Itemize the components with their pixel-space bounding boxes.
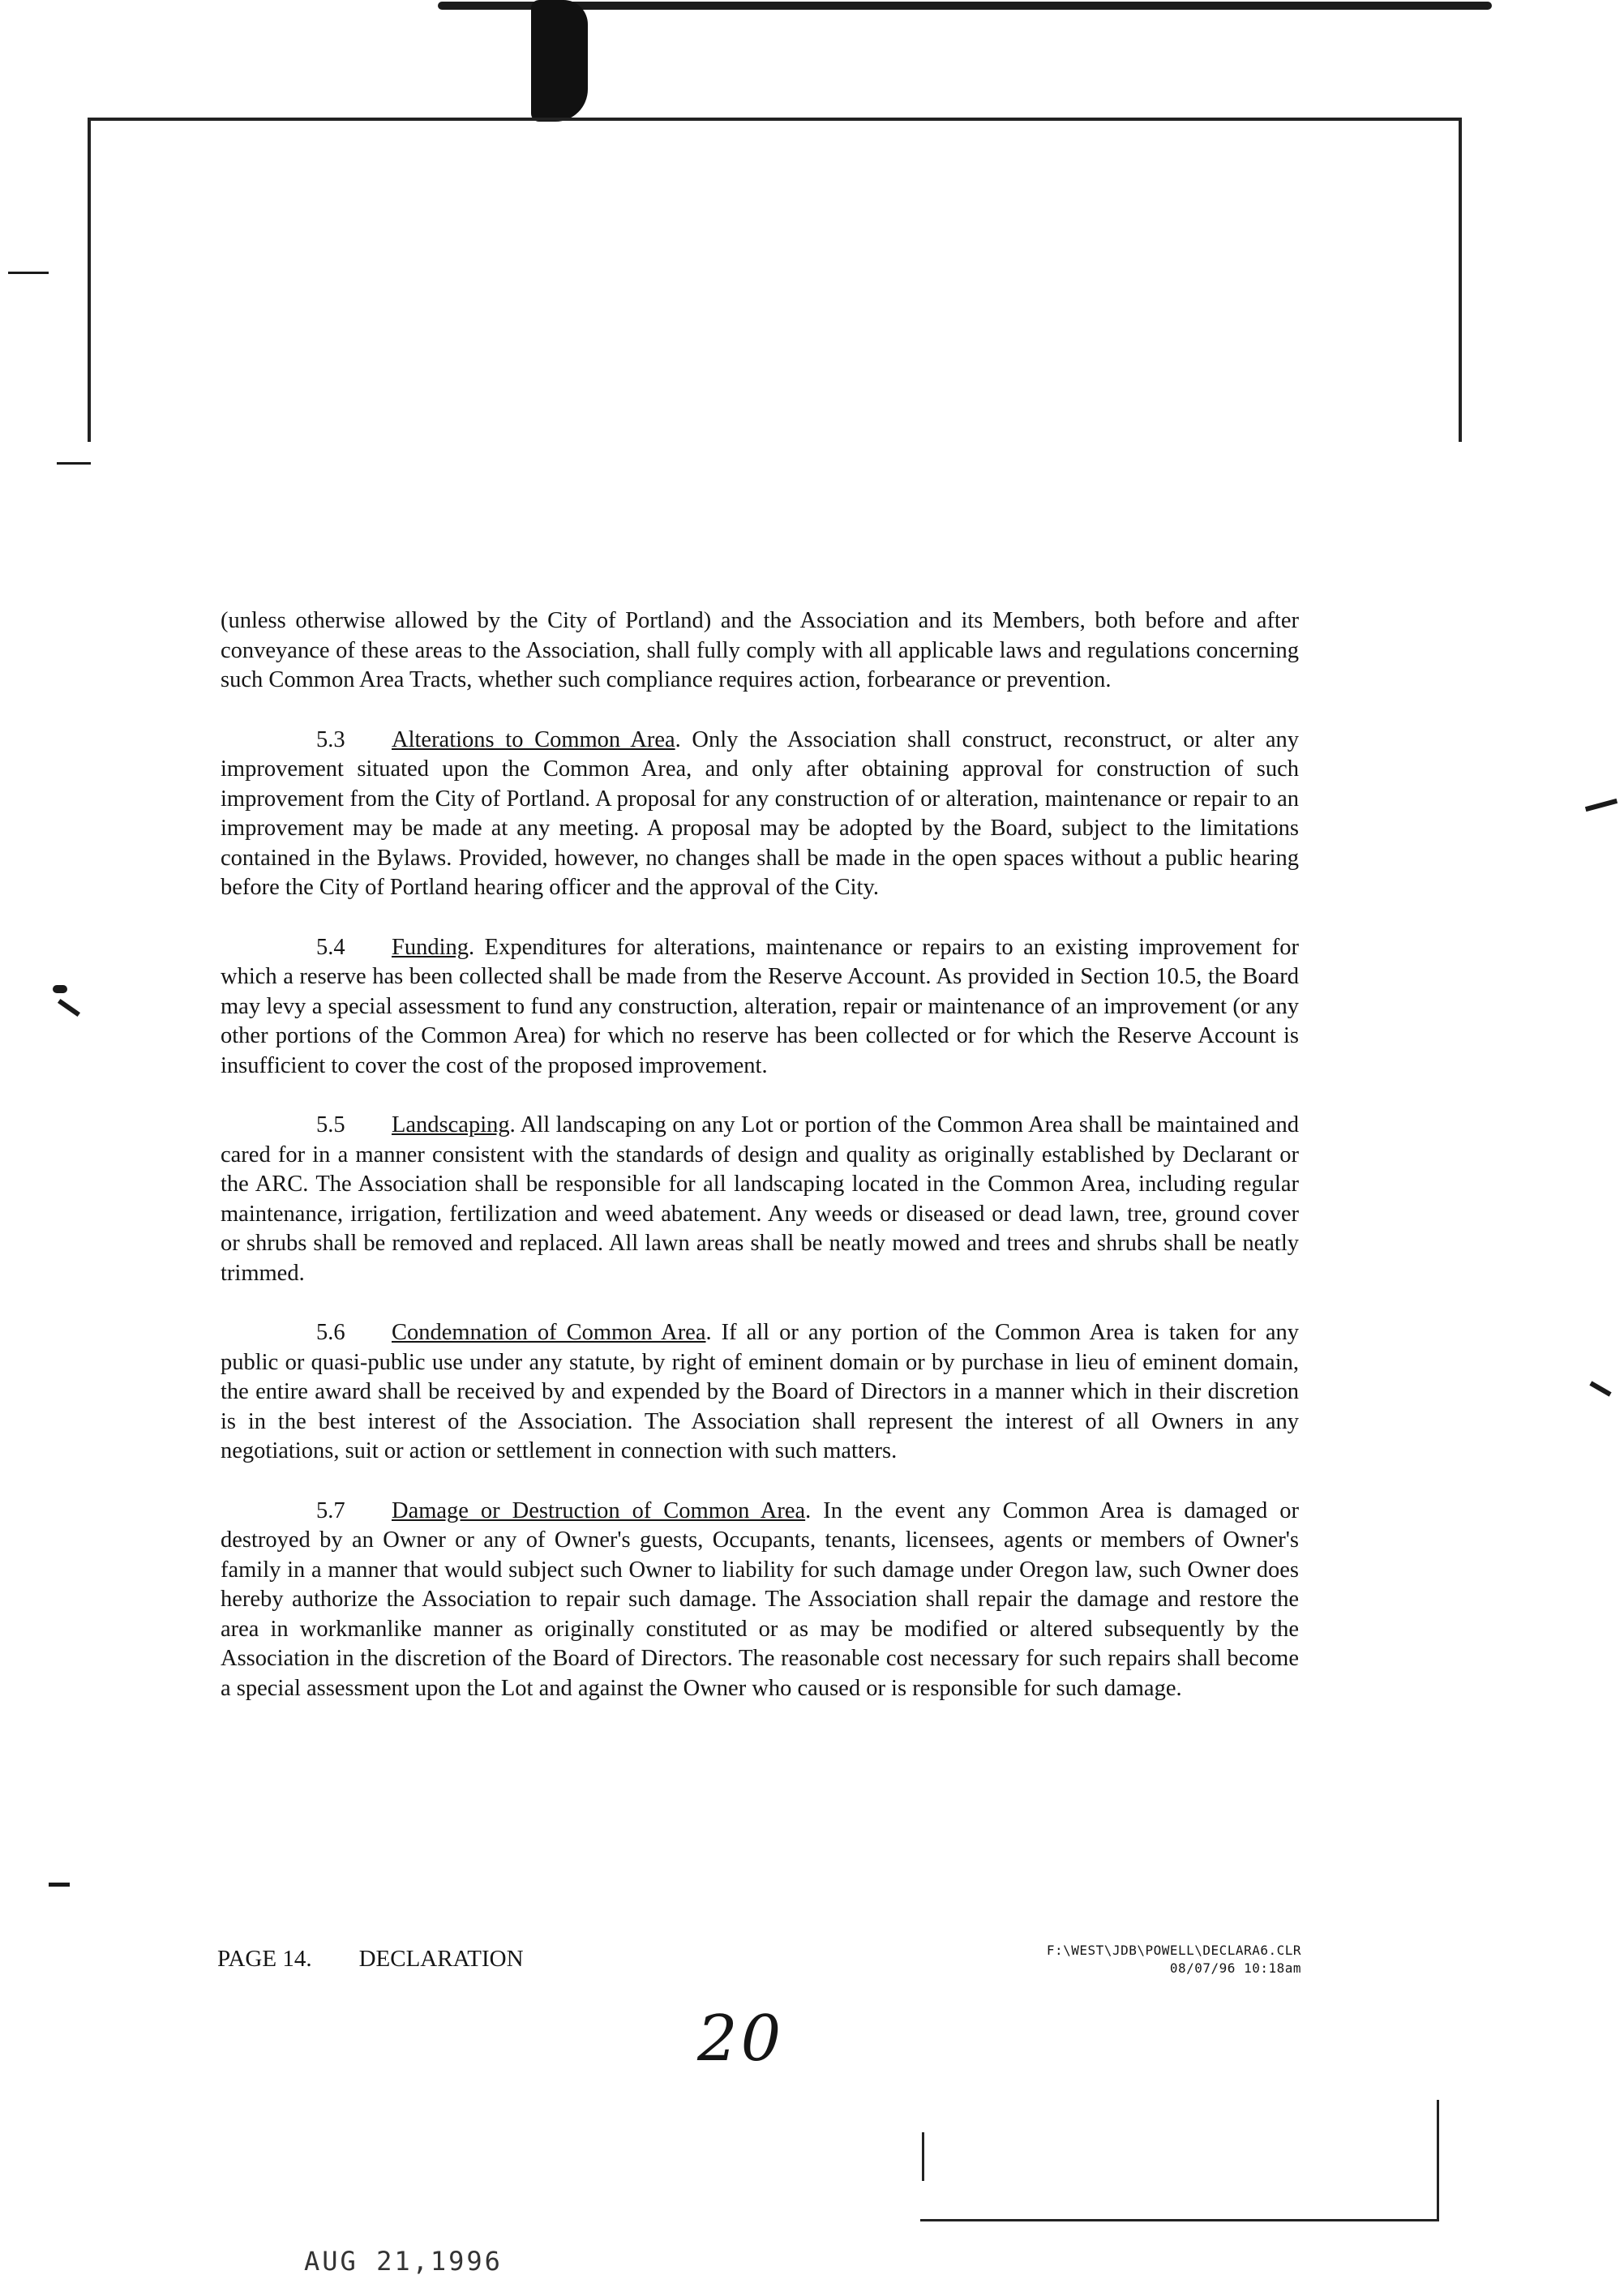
page-footer-label — [217, 1946, 524, 1973]
section-5-7 — [221, 1497, 1299, 1704]
doc-label: DECLARATION — [358, 1946, 524, 1972]
scan-mark-left-2 — [57, 462, 91, 465]
scan-artifact-top-blob — [531, 0, 588, 122]
section-number: 5.7 — [316, 1497, 345, 1523]
scan-mark-left-5 — [49, 1883, 70, 1887]
recording-box-bottom — [920, 2100, 1447, 2221]
section-title: Funding — [392, 934, 469, 960]
scan-mark-left-4 — [58, 999, 80, 1017]
handwritten-page-number: 20 — [697, 2003, 785, 2076]
file-reference — [977, 1942, 1301, 1977]
paragraph-text: . Only the Association shall construct, reconstruct, or alter any improvement situated upon the Common Area, and only after obtaining approval for construction of such improvement from the City of Portland. A proposal for any construction of or alteration, maintenance or repair to an improvement may be made at any meeting. A proposal may be adopted by the Board, subject to the limitations contained in the Bylaws. Provided, however, no changes shall be made in the open spaces without a public hearing before the City of Portland hearing officer and the approval of the City. — [221, 726, 1299, 900]
scan-artifact-top-streak — [438, 2, 1492, 10]
paragraph-text: . Expenditures for alterations, maintenance or repairs to an existing improvement for which a reserve has been collected shall be made from the Reserve Account. As provided in Section 10.5, the Board may levy a special assessment to fund any construction, alteration, repair or maintenance of an improvement (or any other portions of the Common Area) for which no reserve has been collected or for which the Reserve Account is insufficient to cover the cost of the proposed improvement. — [221, 934, 1299, 1078]
section-title: Alterations to Common Area — [392, 726, 675, 752]
scan-mark-left-3 — [53, 985, 67, 993]
section-5-4 — [221, 933, 1299, 1082]
section-number: 5.6 — [316, 1320, 345, 1345]
section-5-5 — [221, 1111, 1299, 1288]
section-title: Damage or Destruction of Common Area — [392, 1497, 806, 1523]
section-5-6 — [221, 1318, 1299, 1467]
section-title: Landscaping — [392, 1112, 510, 1137]
paragraph-continuation — [221, 606, 1299, 696]
section-number: 5.4 — [316, 934, 345, 960]
document-body — [221, 606, 1299, 1733]
section-5-3 — [221, 726, 1299, 903]
section-title: Condemnation of Common Area — [392, 1320, 706, 1345]
date-stamp: AUG 21,1996 — [304, 2246, 503, 2277]
scan-mark-left-1 — [8, 272, 49, 274]
recording-box-top — [88, 118, 1462, 442]
paragraph-text: (unless otherwise allowed by the City of Portland) and the Association and its Members, both before and after conveyance of these areas to the Association, shall fully comply with all applicable laws and regulations concerning such Common Area Tracts, whether such compliance requires action, forbearance or prevention. — [221, 608, 1299, 692]
scan-mark-right-1 — [1585, 799, 1618, 812]
file-date: 08/07/96 10:18am — [1169, 1960, 1301, 1976]
page-label: PAGE 14. — [217, 1946, 312, 1972]
paragraph-text: . In the event any Common Area is damaged or destroyed by an Owner or any of Owner's guests, Occupants, tenants, licensees, agents or members of Owner's family in a manner that would subject such Owner to liability for such damage under Oregon law, such Owner does hereby authorize the Association to repair such damage. The Association shall repair the damage and restore the area in workmanlike manner as originally constituted or as may be modified or altered subsequently by the Association in the discretion of the Board of Directors. The reasonable cost necessary for such repairs shall become a special assessment upon the Lot and against the Owner who caused or is responsible for such damage. — [221, 1497, 1299, 1701]
scan-mark-right-2 — [1589, 1381, 1611, 1396]
section-number: 5.5 — [316, 1112, 345, 1137]
section-number: 5.3 — [316, 726, 345, 752]
paragraph-text: . If all or any portion of the Common Area is taken for any public or quasi-public use under any statute, by right of eminent domain or by purchase in lieu of eminent domain, the entire award shall be received by and expended by the Board of Directors in a manner which in their discretion is in the best interest of the Association. The Association shall represent the interest of all Owners in any negotiations, suit or action or settlement in connection with such matters. — [221, 1320, 1299, 1463]
paragraph-text: . All landscaping on any Lot or portion of the Common Area shall be maintained and cared for in a manner consistent with the standards of design and quality as originally established by Declarant or the ARC. The Association shall be responsible for all landscaping located in the Common Area, including regular maintenance, irrigation, fertilization and weed abatement. Any weeds or diseased or dead lawn, tree, ground cover or shrubs shall be removed and replaced. All lawn areas shall be neatly mowed and trees and shrubs shall be neatly trimmed. — [221, 1112, 1299, 1286]
file-path: F:\WEST\JDB\POWELL\DECLARA6.CLR — [1046, 1943, 1301, 1958]
